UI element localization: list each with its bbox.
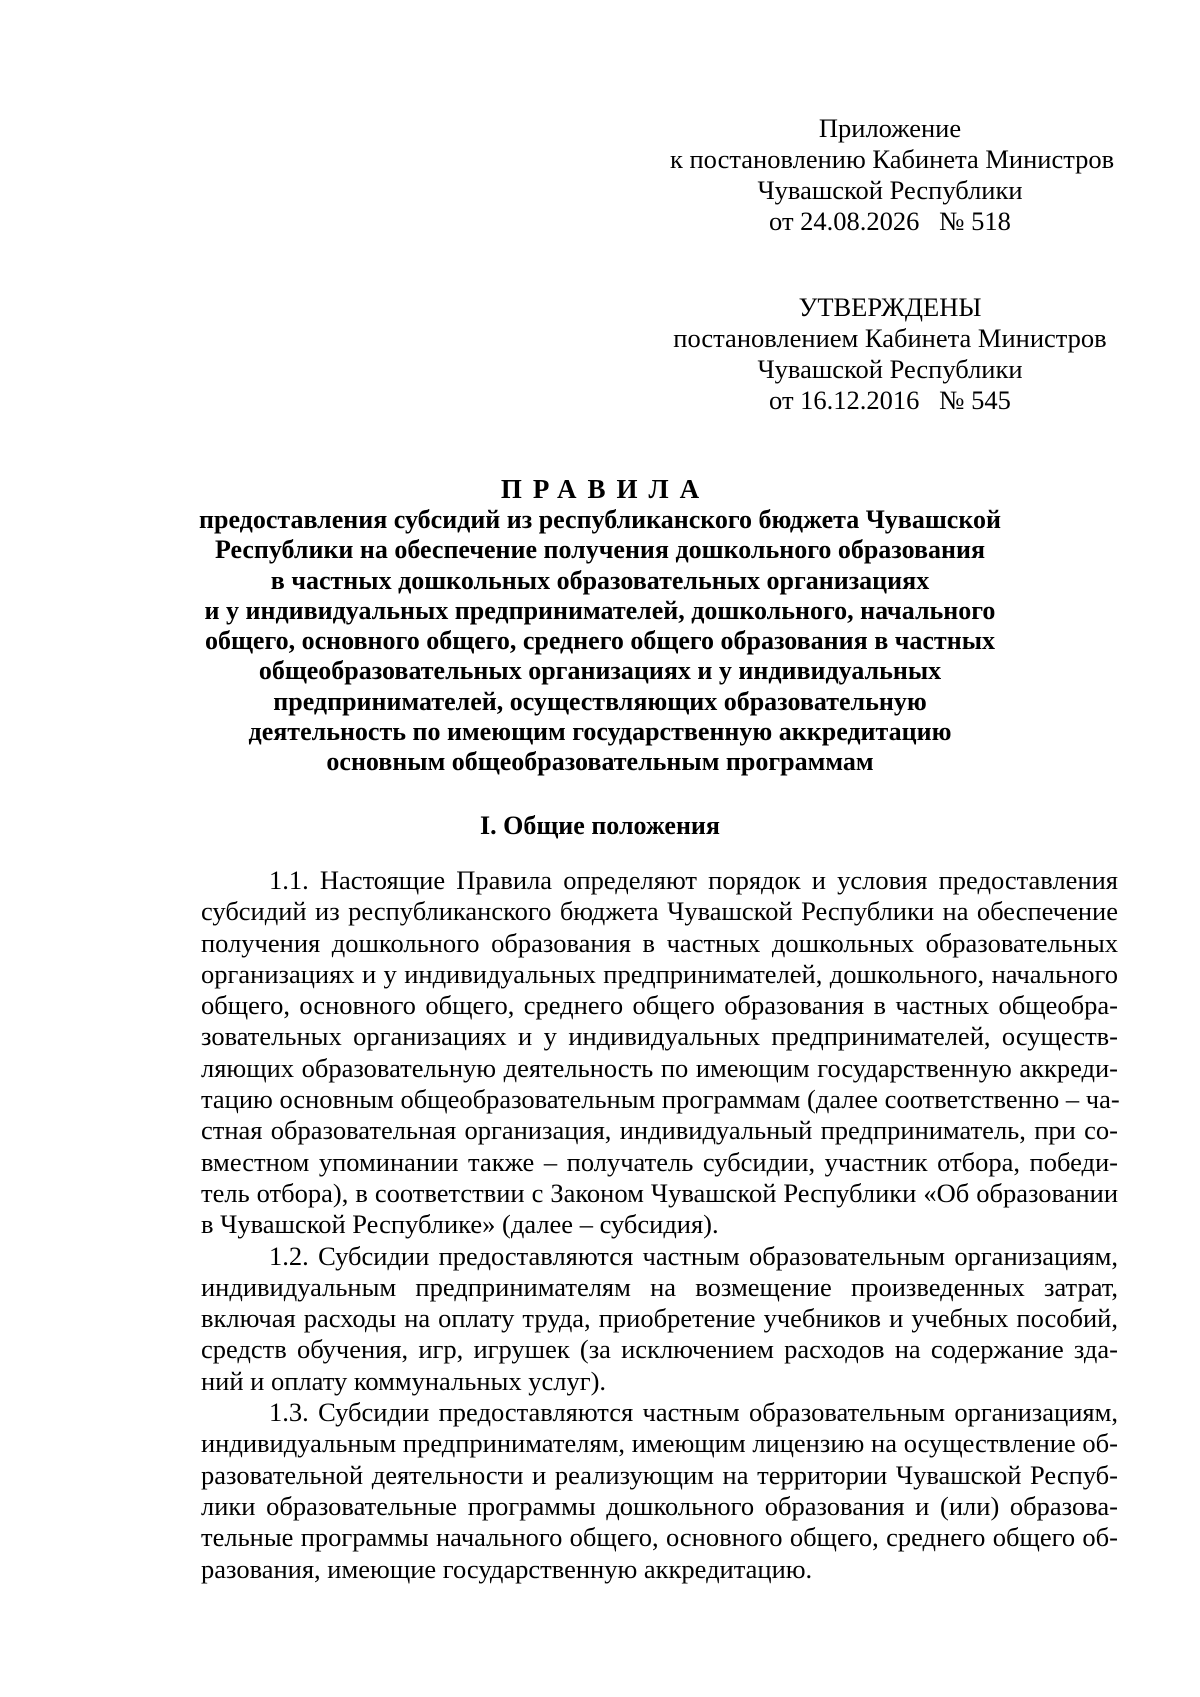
paragraph-line: индивидуальным предпринимателям, имеющим лицензию на осуществление об- xyxy=(201,1428,1118,1459)
paragraph-line: тацию основным общеобразовательным программам (далее соответственно – ча- xyxy=(201,1084,1120,1115)
paragraph-line: включая расходы на оплату труда, приобретение учебников и учебных пособий, xyxy=(201,1303,1118,1334)
document-subtitle-line: Республики на обеспечение получения дошкольного образования xyxy=(214,535,986,565)
approved-stamp xyxy=(670,292,1110,416)
document-subtitle-line: общеобразовательных организациях и у индивидуальных xyxy=(258,656,942,686)
paragraph-line: зовательных организациях и у индивидуальных предпринимателей, осуществ- xyxy=(201,1021,1118,1052)
paragraph-line: 1.2. Субсидии предоставляются частным образовательным организациям, xyxy=(269,1240,1118,1271)
paragraph-line: вместном упоминании также – получатель субсидии, участник отбора, победи- xyxy=(201,1146,1118,1177)
approved-stamp-line: постановлением Кабинета Министров xyxy=(673,323,1107,353)
appendix-stamp xyxy=(670,113,1115,237)
paragraph-line: индивидуальным предпринимателям на возмещение произведенных затрат, xyxy=(201,1271,1118,1302)
section-heading: I. Общие положения xyxy=(480,811,720,840)
paragraph-line: лики образовательные программы дошкольного образования и (или) образова- xyxy=(201,1490,1118,1521)
paragraph-line: 1.3. Субсидии предоставляются частным образовательным организациям, xyxy=(269,1397,1118,1428)
approved-stamp-date-number: от 16.12.2016 № 545 xyxy=(769,385,1011,415)
document-title: ПРАВИЛА xyxy=(500,474,711,504)
paragraph-line: средств обучения, игр, игрушек (за исключением расходов на содержание зда- xyxy=(201,1334,1118,1365)
paragraph-1-2 xyxy=(201,1241,1118,1397)
appendix-stamp-line: Приложение xyxy=(818,113,962,143)
approved-stamp-line: Чувашской Республики xyxy=(757,354,1023,384)
paragraph-1-3 xyxy=(201,1397,1118,1585)
paragraph-line: стная образовательная организация, индивидуальный предприниматель, при со- xyxy=(201,1115,1118,1146)
document-subtitle-line: предоставления субсидий из республиканского бюджета Чувашской xyxy=(199,505,1001,534)
document-title-block xyxy=(150,473,1050,778)
paragraph-line: организациях и у индивидуальных предпринимателей, дошкольного, начального xyxy=(201,958,1118,989)
paragraph-1-1 xyxy=(201,865,1118,1241)
document-subtitle-line: и у индивидуальных предпринимателей, дошкольного, начального xyxy=(204,595,996,625)
paragraph-line: ляющих образовательную деятельность по имеющим государственную аккреди- xyxy=(201,1052,1118,1083)
paragraph-line: разовательной деятельности и реализующим на территории Чувашской Респуб- xyxy=(201,1459,1118,1490)
approved-stamp-line: УТВЕРЖДЕНЫ xyxy=(798,292,982,322)
document-subtitle-line: деятельность по имеющим государственную аккредитацию xyxy=(248,717,952,747)
document-subtitle-line: основным общеобразовательным программам xyxy=(326,747,874,777)
paragraph-line: в Чувашской Республике» (далее – субсидия). xyxy=(201,1209,719,1240)
paragraph-line: тельные программы начального общего, основного общего, среднего общего об- xyxy=(201,1522,1118,1553)
document-subtitle-line: в частных дошкольных образовательных организациях xyxy=(270,565,930,595)
appendix-stamp-date-number: от 24.08.2026 № 518 xyxy=(769,206,1011,236)
paragraph-line: тель отбора), в соответствии с Законом Чувашской Республики «Об образовании xyxy=(201,1177,1118,1208)
document-subtitle-line: общего, основного общего, среднего общего образования в частных xyxy=(204,626,995,656)
paragraph-line: ний и оплату коммунальных услуг). xyxy=(201,1365,607,1396)
paragraph-line: получения дошкольного образования в частных дошкольных образовательных xyxy=(201,927,1118,958)
appendix-stamp-line: к постановлению Кабинета Министров xyxy=(670,144,1115,174)
paragraph-line: субсидий из республиканского бюджета Чувашской Республики на обеспечение xyxy=(201,896,1118,927)
paragraph-line: общего, основного общего, среднего общего образования в частных общеобра- xyxy=(201,990,1118,1021)
section-body xyxy=(201,865,1118,1585)
document-subtitle-line: предпринимателей, осуществляющих образовательную xyxy=(273,686,927,716)
appendix-stamp-line: Чувашской Республики xyxy=(757,175,1023,205)
paragraph-line: 1.1. Настоящие Правила определяют порядок и условия предоставления xyxy=(269,865,1118,895)
paragraph-line: разования, имеющие государственную аккредитацию. xyxy=(201,1553,813,1584)
